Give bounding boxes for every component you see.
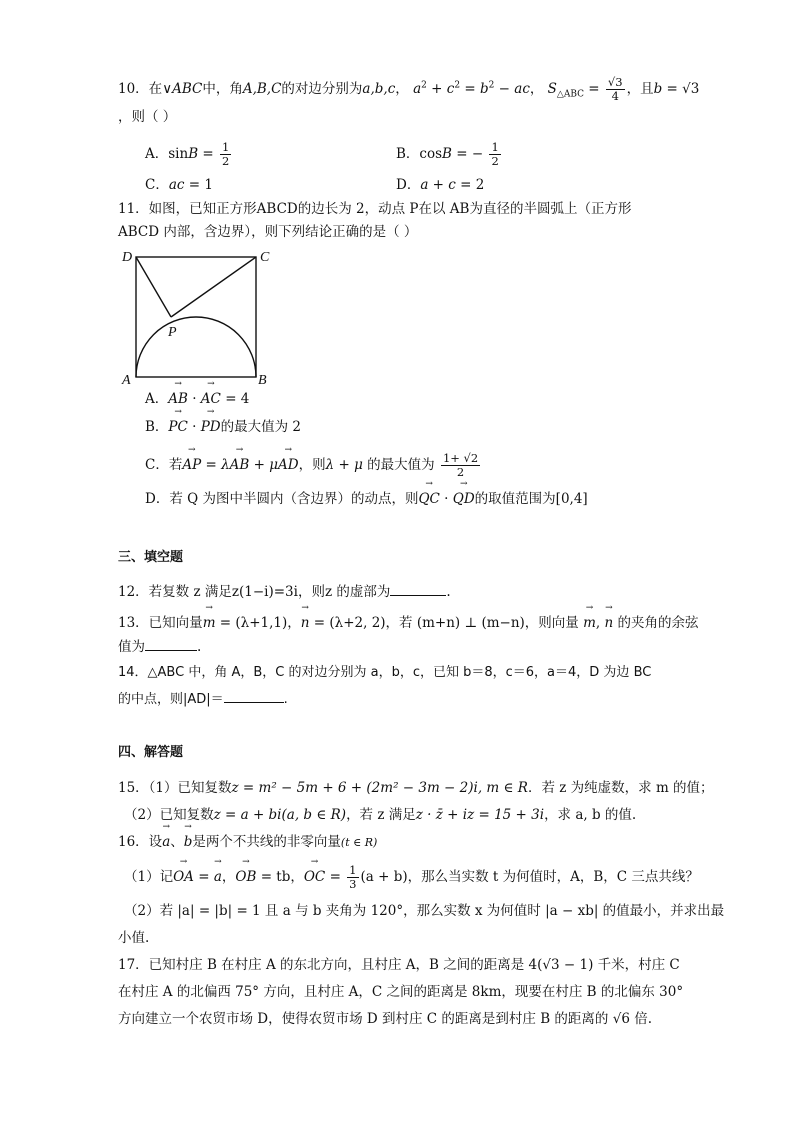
label-d: D bbox=[122, 250, 133, 265]
q12: 12．若复数 z 满足z(1−i)=3i，则z 的虚部为 . bbox=[118, 584, 451, 600]
q17-line2: 在村庄 A 的北偏西 75° 方向，且村庄 A，C 之间的距离是 8km，现要在村庄 B 的北偏东 30° bbox=[118, 984, 684, 1000]
section-solve-title: 四、解答题 bbox=[118, 745, 184, 760]
q11-stem-line2: ABCD 内部，含边界），则下列结论正确的是（ ） bbox=[118, 224, 418, 240]
q11-stem-line1: 11．如图，已知正方形ABCD的边长为 2，动点 P在以 AB为直径的半圆弧上（正方形 bbox=[118, 201, 632, 217]
q10-option-a: A．sinB = $\frac{1}{2}$ bbox=[145, 140, 230, 168]
section-fill-in-title: 三、填空题 bbox=[118, 550, 184, 565]
q14-line1: 14．△ABC 中，角 A，B，C 的对边分别为 a，b，c，已知 b＝8，c＝6，a＝4，D 为边 BC bbox=[118, 665, 652, 680]
q14-answer-blank[interactable] bbox=[224, 690, 284, 703]
q10-area-fraction: $\frac{√3}{4}$ bbox=[607, 75, 623, 103]
q12-answer-blank[interactable] bbox=[390, 583, 446, 596]
q10-option-d: D．a + c = 2 bbox=[396, 177, 485, 193]
label-c: C bbox=[260, 250, 270, 265]
q10-stem-d: ，且 bbox=[626, 81, 654, 97]
q10-stem-c: 的对边分别为 bbox=[281, 81, 363, 97]
q13-line1: 13．已知向量→ m = (λ+1,1)，→ n = (λ+2, 2)，若 (m+n) ⊥ (m−n)，则向量 → m, → n 的夹角的余弦 bbox=[118, 614, 699, 632]
q15-line2: （2）已知复数z = a + bi(a, b ∈ R)，若 z 满足z · z̄ + iz = 15 + 3i，求 a, b 的值. bbox=[124, 807, 637, 823]
q10-option-c: C．ac = 1 bbox=[145, 177, 213, 193]
q14-line2: 的中点，则|AD|＝ . bbox=[118, 692, 288, 707]
q11-square-semicircle-figure bbox=[118, 245, 268, 387]
q11-option-d: D．若 Q 为图中半圆内（含边界）的动点，则→ QC · → QD的取值范围为[0,4] bbox=[145, 490, 588, 508]
q10-stem-end: ，则（ ） bbox=[118, 109, 177, 125]
q13-answer-blank[interactable] bbox=[145, 638, 197, 651]
q10-stem: 10．在∨ABC中，角A,B,C的对边分别为a,b,c， $a^2 + c^2 = b^2$ − ac， $S_{\triangle ABC}$ = $\frac{√3}{4}$ ，且b = √3 bbox=[118, 75, 700, 103]
segment-cp bbox=[171, 257, 256, 317]
label-a: A bbox=[122, 373, 131, 388]
q16-line4: 小值. bbox=[118, 930, 150, 946]
q17-line3: 方向建立一个农贸市场 D，使得农贸市场 D 到村庄 C 的距离是到村庄 B 的距离的 √6 倍. bbox=[118, 1011, 653, 1027]
q16-line1: 16．设→ a、→ b是两个不共线的非零向量(t ∈ R) bbox=[118, 833, 377, 852]
q10-stem-a: 10．在 bbox=[118, 81, 163, 97]
q17-line1: 17．已知村庄 B 在村庄 A 的东北方向，且村庄 A，B 之间的距离是 4(√3 − 1) 千米，村庄 C bbox=[118, 957, 680, 973]
q15-line1: 15．（1）已知复数z = m² − 5m + 6 + (2m² − 3m − 2)i, m ∈ R．若 z 为纯虚数，求 m 的值； bbox=[118, 780, 714, 796]
q13-line2: 值为 . bbox=[118, 639, 202, 655]
q16-line2: （1）记→ OA = → a，→ OB = tb，→ OC = $\frac{1}{3}$ (a + b)，那么当实数 t 为何值时，A，B，C 三点共线？ bbox=[124, 864, 699, 891]
q10-stem-b: 中，角 bbox=[202, 81, 243, 97]
segment-dp bbox=[136, 257, 171, 317]
label-p: P bbox=[168, 325, 177, 340]
q16-line3: （2）若 |a| = |b| = 1 且 a 与 b 夹角为 120°，那么实数 x 为何值时 |a − xb| 的值最小，并求出最 bbox=[124, 903, 725, 919]
q11-option-c: C．若→ AP = λ→ AB + μ→ AD，则λ + μ 的最大值为 $\frac{1+ √2}{2}$ bbox=[145, 452, 482, 479]
q11-option-b: B．→ PC · → PD的最大值为 2 bbox=[145, 418, 301, 436]
semicircle-arc bbox=[136, 317, 256, 377]
q11-option-a: A．→ AB · → AC = 4 bbox=[145, 390, 249, 408]
q10-option-b: B．cosB = − $\frac{1}{2}$ bbox=[396, 140, 499, 168]
label-b: B bbox=[258, 373, 267, 388]
